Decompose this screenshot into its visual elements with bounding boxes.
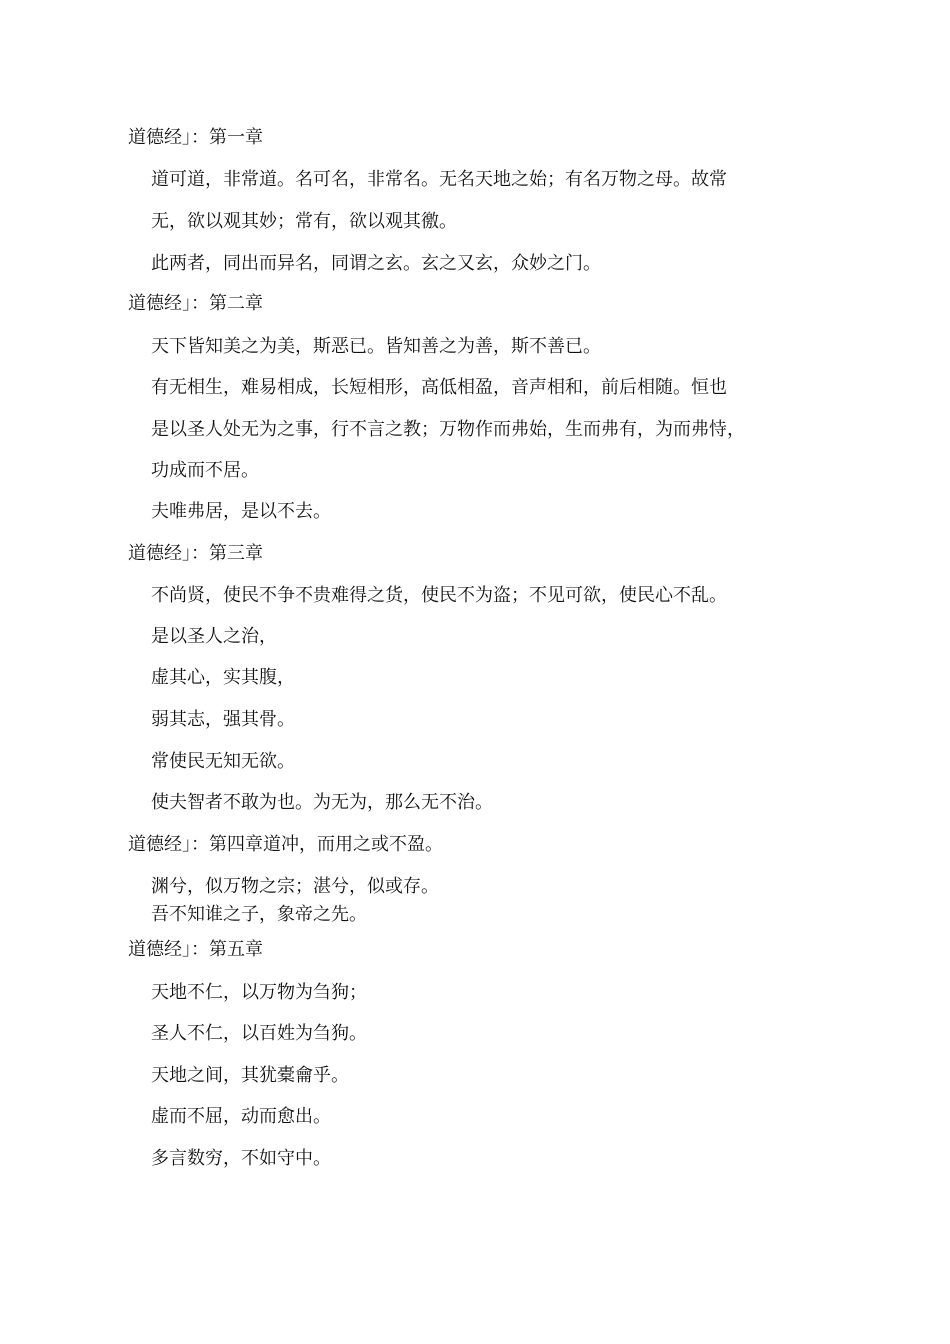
chapter-4-line-2: 吾不知谁之子，象帝之先。 [151,904,367,925]
chapter-1-heading: 道德经」：第一章 [128,127,263,148]
chapter-4-line-1: 渊兮，似万物之宗；湛兮，似或存。 [151,876,439,897]
chapter-5-heading: 道德经」：第五章 [128,939,263,960]
chapter-5-line-3: 天地之间，其犹橐龠乎。 [151,1065,349,1086]
chapter-3-line-5: 常使民无知无欲。 [151,751,295,772]
chapter-2-line-2: 有无相生，难易相成，长短相形，高低相盈，音声相和，前后相随。恒也 [151,377,727,398]
chapter-5-line-1: 天地不仁，以万物为刍狗； [151,982,367,1003]
chapter-2-heading: 道德经」：第二章 [128,293,263,314]
chapter-1-line-1: 道可道，非常道。名可名，非常名。无名天地之始；有名万物之母。故常 [151,169,727,190]
chapter-2-line-4: 功成而不居。 [151,460,259,481]
chapter-5-line-4: 虚而不屈，动而愈出。 [151,1106,331,1127]
chapter-2-line-3: 是以圣人处无为之事，行不言之教；万物作而弗始，生而弗有，为而弗恃， [151,419,745,440]
chapter-3-line-1: 不尚贤，使民不争不贵难得之货，使民不为盗；不见可欲，使民心不乱。 [151,585,727,606]
chapter-1-line-3: 此两者，同出而异名，同谓之玄。玄之又玄，众妙之门。 [151,253,601,274]
chapter-5-line-5: 多言数穷，不如守中。 [151,1148,331,1169]
chapter-2-line-5: 夫唯弗居，是以不去。 [151,501,331,522]
chapter-3-line-4: 弱其志，强其骨。 [151,709,295,730]
chapter-4-heading: 道德经」：第四章道冲，而用之或不盈。 [128,834,443,855]
chapter-1-line-2: 无，欲以观其妙；常有，欲以观其徼。 [151,211,457,232]
chapter-3-line-6: 使夫智者不敢为也。为无为，那么无不治。 [151,792,493,813]
chapter-3-heading: 道德经」：第三章 [128,543,263,564]
chapter-2-line-1: 天下皆知美之为美，斯恶已。皆知善之为善，斯不善已。 [151,336,601,357]
chapter-5-line-2: 圣人不仁，以百姓为刍狗。 [151,1023,367,1044]
chapter-3-line-2: 是以圣人之治， [151,626,277,647]
chapter-3-line-3: 虚其心，实其腹， [151,667,295,688]
